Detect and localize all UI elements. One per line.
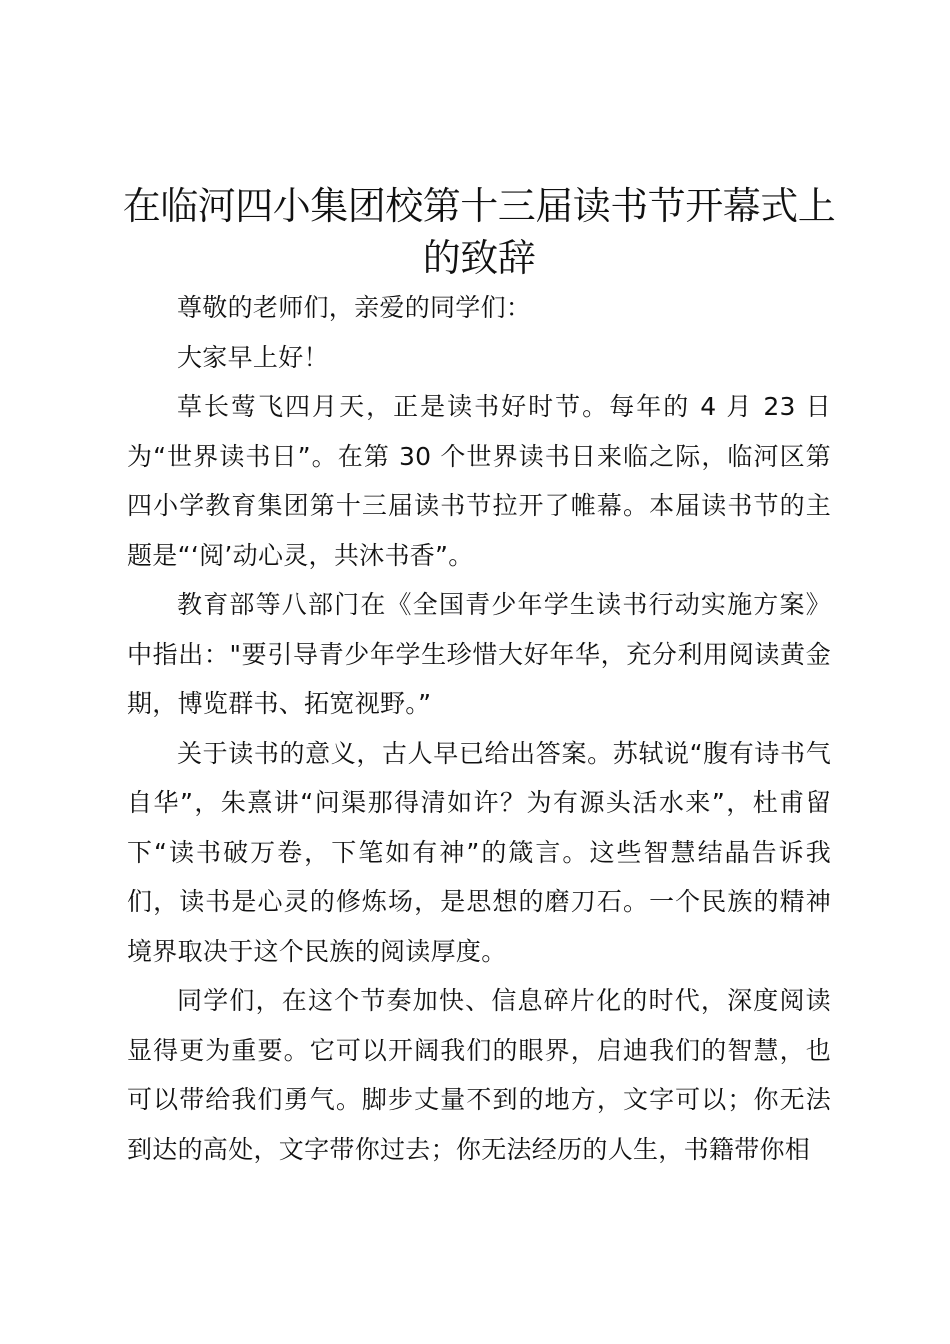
document-body <box>127 283 831 1174</box>
document-title: 在临河四小集团校第十三届读书节开幕式上的致辞 <box>122 184 836 280</box>
paragraph-reading-day: 草长莺飞四月天，正是读书好时节。每年的 4 月 23 日为“世界读书日”。在第 30 个世界读书日来临之际，临河区第四小学教育集团第十三届读书节拉开了帷幕。本届读书节的主题是“‘阅’动心灵，共沐书香”。 <box>127 392 831 570</box>
paragraph-meaning-of-reading: 关于读书的意义，古人早已给出答案。苏轼说“腹有诗书气自华”，朱熹讲“问渠那得清如许？为有源头活水来”，杜甫留下“读书破万卷，下笔如有神”的箴言。这些智慧结晶告诉我们，读书是心灵的修炼场，是思想的磨刀石。一个民族的精神境界取决于这个民族的阅读厚度。 <box>127 738 831 966</box>
paragraph-ministry-plan: 教育部等八部门在《全国青少年学生读书行动实施方案》中指出："要引导青少年学生珍惜大好年华，充分利用阅读黄金期，博览群书、拓宽视野。” <box>127 590 831 718</box>
paragraph-deep-reading: 同学们，在这个节奏加快、信息碎片化的时代，深度阅读显得更为重要。它可以开阔我们的眼界，启迪我们的智慧，也可以带给我们勇气。脚步丈量不到的地方，文字可以；你无法到达的高处，文字带你过去；你无法经历的人生，书籍带你相 <box>127 986 831 1164</box>
salutation: 尊敬的老师们，亲爱的同学们： <box>177 293 532 322</box>
greeting: 大家早上好！ <box>177 342 329 372</box>
